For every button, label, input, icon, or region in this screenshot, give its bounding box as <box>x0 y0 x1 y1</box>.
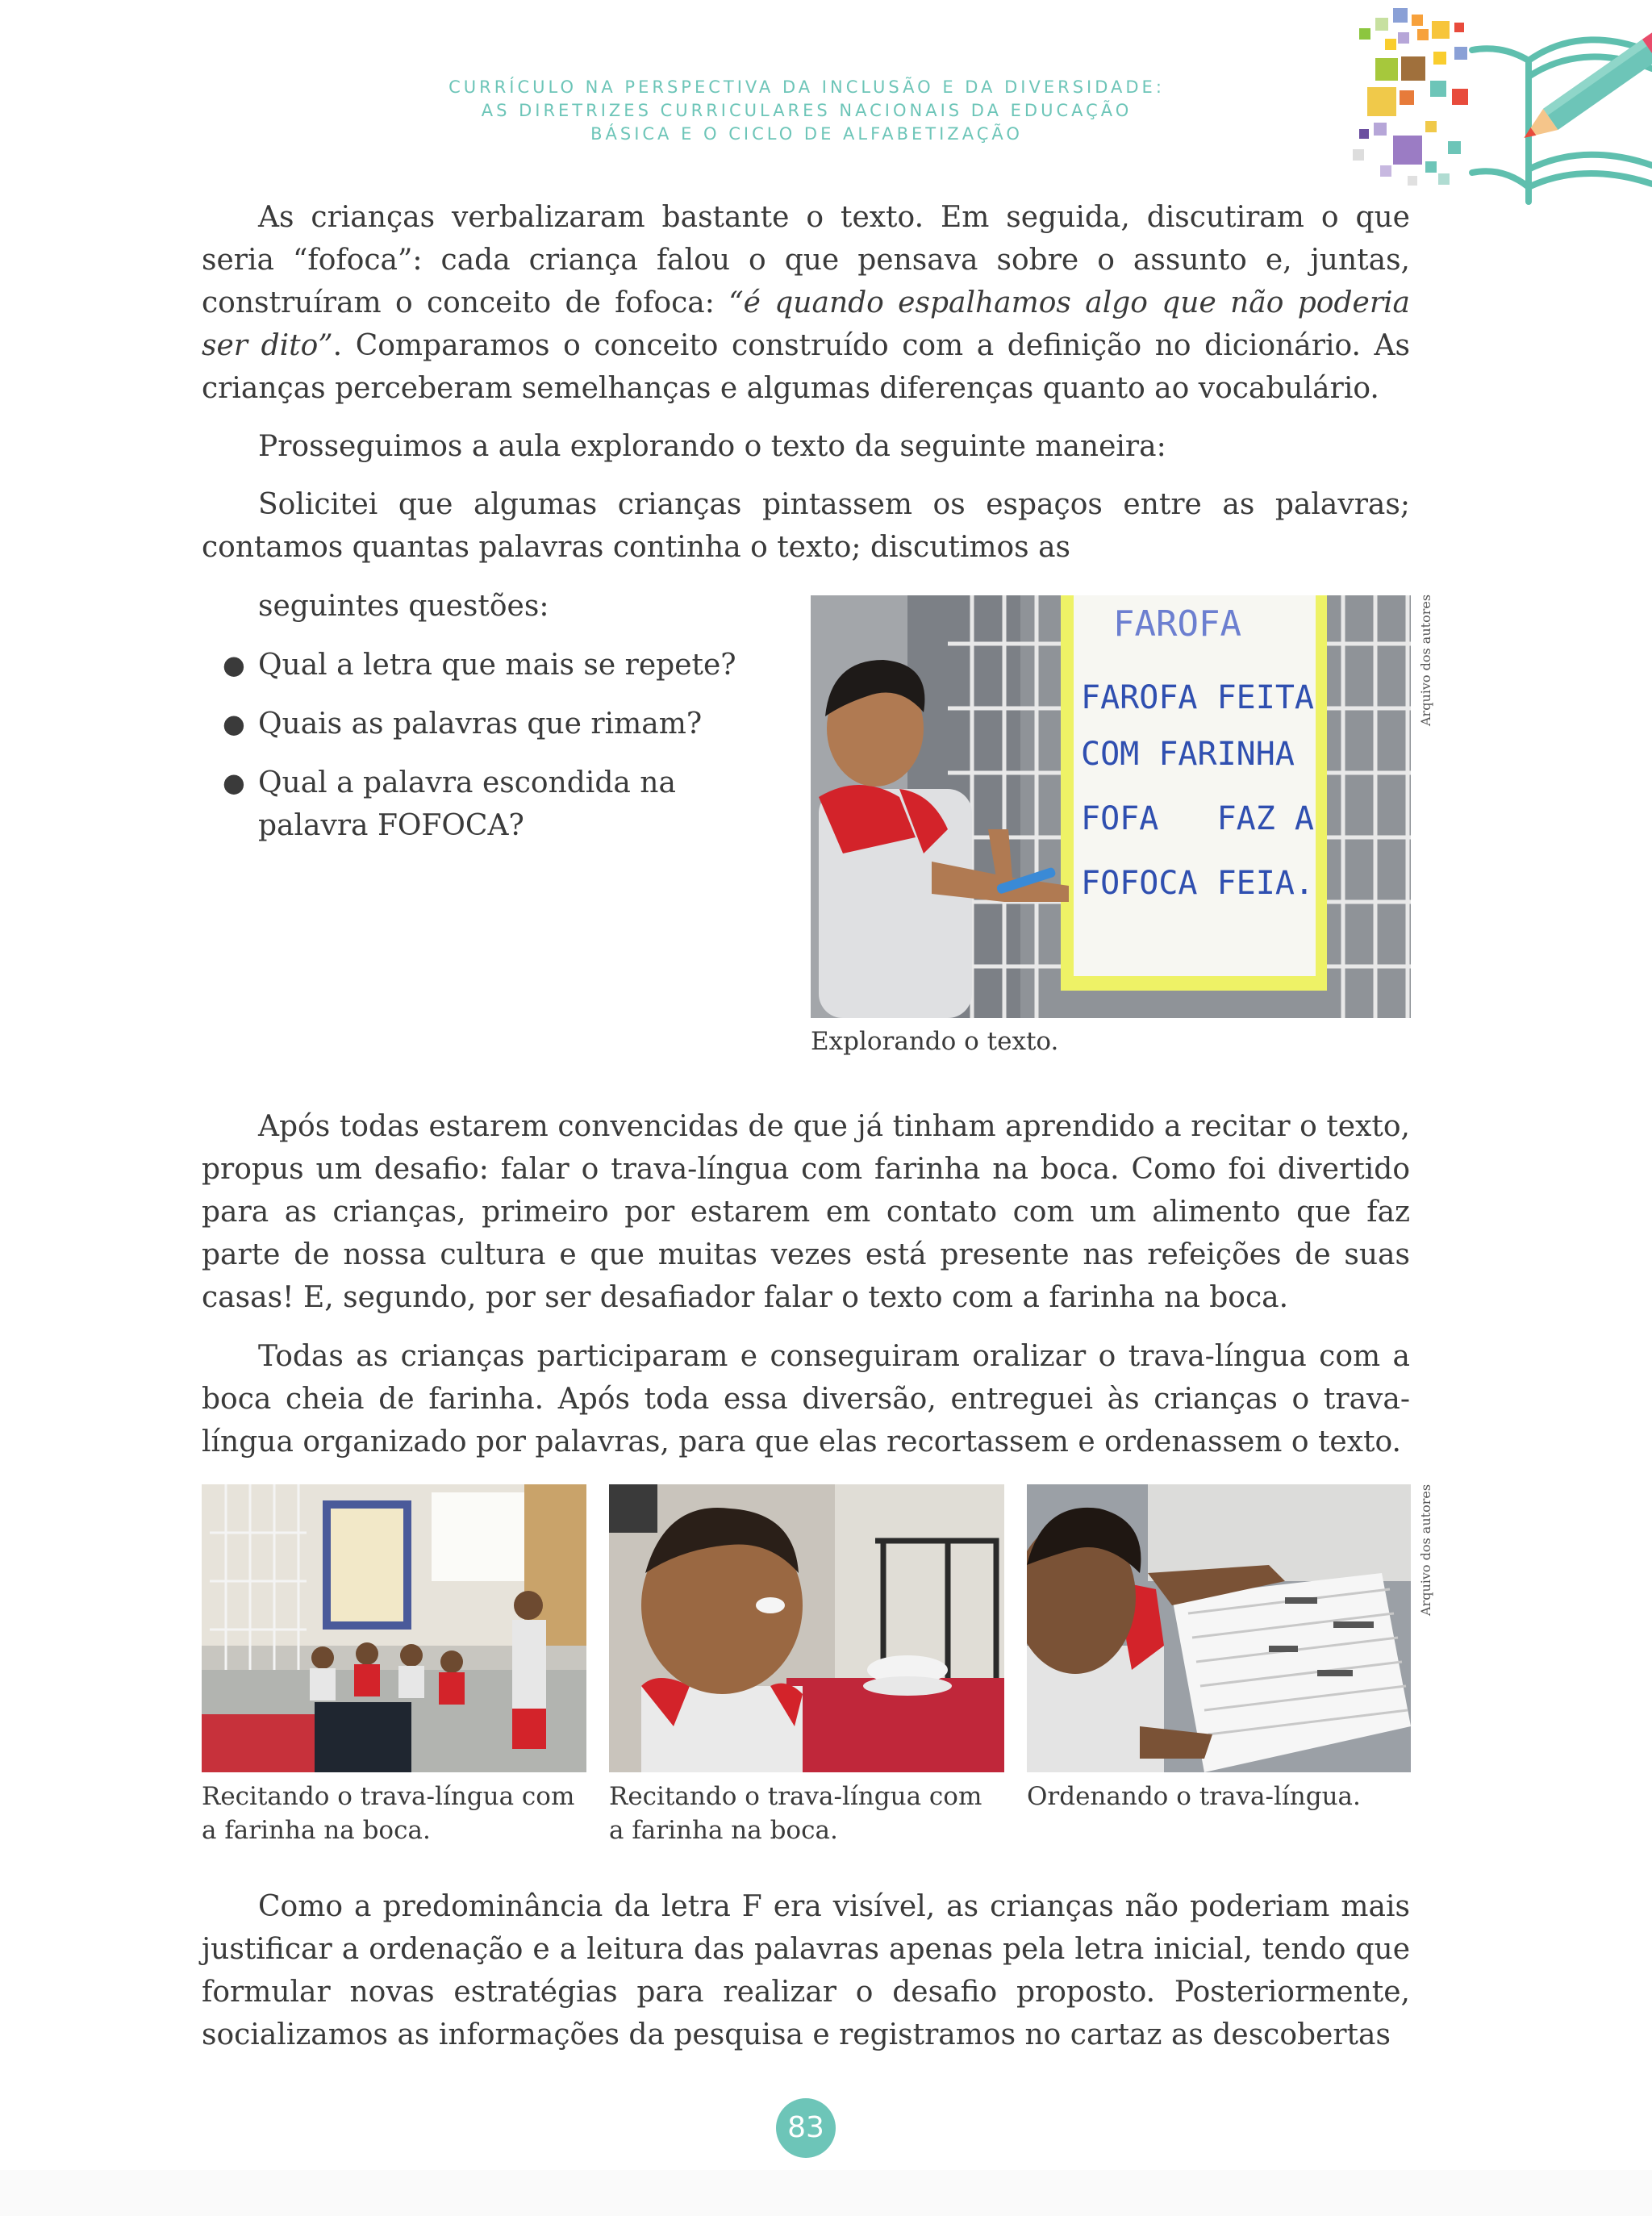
list-item: ● Quais as palavras que rimam? <box>258 703 791 745</box>
paragraph-6-text: Como a predominância da letra F era visível, as crianças não poderiam mais justificar a ordenação e a leitura das palavras apenas pela letra inicial, tendo que formular novas estratégias para realizar o desafio proposto. Posteriormente, socializamos as informações da pesquisa e registramos no cartaz as descobertas <box>202 1890 1410 2051</box>
paragraph-1-quote: “é quando espalhamos algo que não poderia ser dito” <box>202 286 1411 362</box>
list-item: ● Qual a letra que mais se repete? <box>258 644 791 687</box>
photo-2-caption: Recitando o trava-língua com a farinha na boca. <box>202 1782 575 1845</box>
pixel-mosaic <box>1353 8 1468 186</box>
list-item: ● Qual a palavra escondida na palavra FOFOCA? <box>258 762 791 847</box>
header-line-2: AS DIRETRIZES CURRICULARES NACIONAIS DA EDUCAÇÃO <box>481 101 1133 120</box>
svg-text:FAROFA FEITA: FAROFA FEITA <box>1081 679 1314 716</box>
footer-strip <box>0 2170 1652 2216</box>
photo-credit: Arquivo dos autores <box>1418 594 1433 726</box>
photo-ordering-text <box>1027 1484 1411 1772</box>
photo-credit: Arquivo dos autores <box>1418 1484 1433 1616</box>
paragraph-6 <box>202 1885 1410 2056</box>
paragraph-1 <box>202 196 1410 410</box>
pencil-icon <box>1516 30 1652 148</box>
header-line-1: CURRÍCULO NA PERSPECTIVA DA INCLUSÃO E DA DIVERSIDADE: <box>448 77 1165 97</box>
paragraph-1-text: As crianças verbalizaram bastante o texto. Em seguida, discutiram o que seria “fofoca”: cada criança falou o que pensava sobre o assunto e, juntas, construíram o conceito de fofoca: <box>202 201 1410 319</box>
photo-4-caption: Ordenando o trava-língua. <box>1027 1782 1361 1811</box>
paragraph-2 <box>202 425 1410 468</box>
paragraph-4 <box>202 1105 1410 1319</box>
photo-recitation-flour <box>609 1484 1004 1772</box>
paragraph-5 <box>202 1335 1410 1463</box>
bullet-icon: ● <box>223 708 245 739</box>
paragraph-5-text: Todas as crianças participaram e conseguiram oralizar o trava-língua com a boca cheia de farinha. Após toda essa diversão, entreguei às crianças o trava-língua organizado por palavras, para que elas recortassem e ordenassem o texto. <box>202 1340 1410 1459</box>
photo-exploring-text <box>811 595 1411 1018</box>
book-pencil-logo-icon <box>1335 0 1652 210</box>
svg-text:FAROFA: FAROFA <box>1113 603 1241 645</box>
paragraph-3 <box>202 483 1410 569</box>
photo-1-caption: Explorando o texto. <box>811 1027 1059 1056</box>
bullet-icon: ● <box>223 649 245 680</box>
svg-text:COM FARINHA: COM FARINHA <box>1081 736 1295 773</box>
page-number: 83 <box>776 2098 836 2158</box>
photo-recitation-classroom <box>202 1484 586 1772</box>
header-line-3: BÁSICA E O CICLO DE ALFABETIZAÇÃO <box>590 124 1023 144</box>
paragraph-1-tail: . Comparamos o conceito construído com a definição no dicionário. As crianças perceberam semelhanças e algumas diferenças quanto ao vocabulário. <box>202 329 1410 405</box>
svg-text:FOFOCA FEIA.: FOFOCA FEIA. <box>1081 865 1314 902</box>
paragraph-3-cont-text: seguintes questões: <box>258 590 549 623</box>
paragraph-2-text: Prosseguimos a aula explorando o texto da seguinte maneira: <box>258 430 1166 463</box>
question-list <box>223 644 791 863</box>
svg-text:FOFA FAZ A: FOFA FAZ A <box>1081 800 1314 837</box>
child-figure <box>641 1508 803 1772</box>
bullet-icon: ● <box>223 767 245 798</box>
paragraph-3-text: Solicitei que algumas crianças pintassem os espaços entre as palavras; contamos quantas palavras continha o texto; discutimos as <box>202 488 1410 564</box>
paragraph-4-text: Após todas estarem convencidas de que já tinham aprendido a recitar o texto, propus um desafio: falar o trava-língua com farinha na boca. Como foi divertido para as crianças, primeiro por estarem em contato com um alimento que faz parte de nossa cultura e que muitas vezes está presente nas refeições de suas casas! E, segundo, por ser desafiador falar o texto com a farinha na boca. <box>202 1110 1410 1314</box>
paragraph-3-continuation <box>258 585 791 628</box>
photo-3-caption: Recitando o trava-língua com a farinha na boca. <box>609 1782 982 1845</box>
